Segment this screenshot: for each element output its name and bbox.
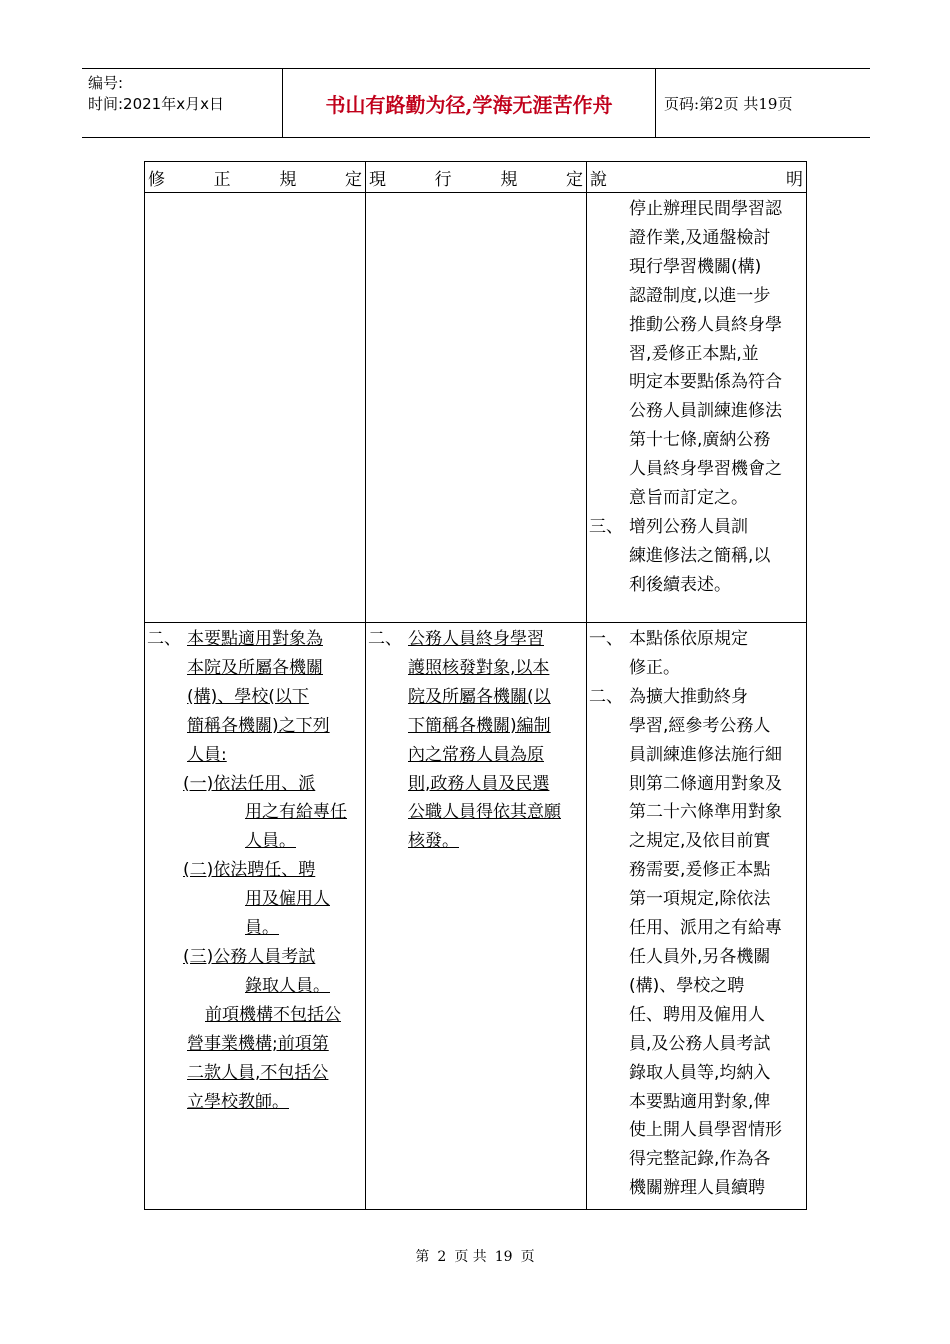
- header-meta: [88, 73, 224, 115]
- text-line: 推動公務人員終身學: [629, 314, 782, 335]
- sub-item: [147, 770, 363, 857]
- text-line: 內之常務人員為原: [408, 744, 544, 765]
- row2-notes-cell: [587, 623, 807, 1210]
- serial-label: 编号:: [88, 74, 124, 92]
- text-line: 院及所屬各機關(以: [408, 686, 551, 707]
- header-cell-notes: [587, 162, 807, 193]
- header-label: 修 正 規 定: [148, 169, 362, 190]
- text-line: 員訓練進修法施行細: [629, 744, 782, 765]
- page-footer: [0, 1246, 950, 1266]
- footer-middle: 页 共: [454, 1249, 487, 1265]
- text-line: 第十七條,廣納公務: [629, 430, 771, 451]
- text-line: 第二十六條準用對象: [629, 802, 782, 823]
- text-line: 明定本要點係為符合: [629, 372, 782, 393]
- notes-item-3: 三、 增列公務人員訓 練進修法之簡稱,以 利後續表述。: [589, 513, 804, 600]
- text-line: 現行學習機關(構): [629, 256, 762, 277]
- text-line: 得完整記錄,作為各: [629, 1149, 771, 1170]
- header-page-info: 页码:第2页 共19页: [664, 94, 793, 113]
- text-line: 學習,經參考公務人: [629, 715, 771, 736]
- sub-item-label: (一)依法任用、派: [183, 773, 316, 794]
- text-line: 錄取人員等,均納入: [629, 1062, 771, 1083]
- header-cell-current: [366, 162, 587, 193]
- table-header-row: [145, 162, 807, 193]
- text-line: 機關辦理人員續聘: [629, 1178, 765, 1199]
- row2-current-cell: [366, 623, 587, 1210]
- text-line: 本要點適用對象,俾: [629, 1091, 771, 1112]
- text-line: 任用、派用之有給專: [629, 918, 782, 939]
- text-line: 立學校教師。: [187, 1091, 289, 1112]
- header-divider: [655, 69, 656, 137]
- text-line: 本要點適用對象為: [187, 629, 323, 649]
- text-line: 停止辦理民間學習認: [629, 199, 782, 219]
- text-line: 增列公務人員訓: [629, 516, 748, 537]
- text-line: (構)、學校(以下: [187, 686, 309, 707]
- text-line: 意旨而訂定之。: [629, 488, 748, 509]
- text-line: 前項機構不包括公: [205, 1004, 341, 1025]
- text-line: 使上開人員學習情形: [629, 1120, 782, 1141]
- text-line: 人員:: [187, 744, 227, 765]
- text-line: 練進修法之簡稱,以: [629, 545, 771, 566]
- text-line: 簡稱各機關)之下列: [187, 715, 330, 736]
- text-line: 人員終身學習機會之: [629, 459, 782, 480]
- text-line: 習,爰修正本點,並: [629, 343, 759, 364]
- row2-amended-cell: [145, 623, 366, 1210]
- text-line: 護照核發對象,以本: [408, 657, 550, 678]
- text-line: 則,政務人員及民選: [408, 773, 550, 794]
- sub-item-cont: 錄取人員。: [245, 975, 330, 996]
- text-line: 二款人員,不包括公: [187, 1062, 329, 1083]
- text-line: 營事業機構;前項第: [187, 1033, 329, 1054]
- notes-item: [589, 625, 804, 683]
- text-line: 核發。: [408, 831, 459, 852]
- header-label: 現 行 規 定: [369, 169, 583, 190]
- text-line: 公務人員終身學習: [408, 629, 544, 649]
- text-line: 為擴大推動終身: [629, 686, 748, 707]
- footer-suffix: 页: [520, 1249, 535, 1265]
- sub-item-label: (三)公務人員考試: [183, 946, 316, 967]
- text-line: 本點係依原規定: [629, 629, 748, 649]
- notes-item-num: 一、: [589, 629, 623, 649]
- text-line: 下簡稱各機關)編制: [408, 715, 551, 736]
- footer-total-pages: 19: [494, 1249, 513, 1265]
- sub-item-label: (二)依法聘任、聘: [183, 860, 316, 881]
- notes-item-text: [629, 683, 804, 1203]
- footer-current-page: 2: [437, 1249, 447, 1265]
- text-line: 認證制度,以進一步: [629, 285, 771, 306]
- sub-item-cont: 用之有給專任: [245, 802, 347, 823]
- text-line: 任人員外,另各機關: [629, 946, 771, 967]
- notes-item-text: [629, 625, 804, 683]
- header-motto: 书山有路勤为径,学海无涯苦作舟: [325, 92, 613, 117]
- text-line: 證作業,及通盤檢討: [629, 227, 771, 248]
- text-line: 公職人員得依其意願: [408, 802, 561, 823]
- text-line: 第一項規定,除依法: [629, 889, 771, 910]
- row1-amended-cell: [145, 193, 366, 623]
- text-line: (構)、學校之聘: [629, 975, 745, 996]
- header-label: 說 明: [590, 169, 803, 190]
- sub-item-cont: 用及僱用人: [245, 889, 330, 910]
- text-line: 務需要,爰修正本點: [629, 860, 771, 881]
- footer-prefix: 第: [415, 1249, 430, 1265]
- header-cell-amended: [145, 162, 366, 193]
- sub-item-cont: 人員。: [245, 831, 296, 852]
- text-line: 利後續表述。: [629, 574, 731, 595]
- amended-item-2: 二、 本要點適用對象為 本院及所屬各機關 (構)、學校(以下 簡稱各機關)之下列 人員:: [147, 625, 363, 770]
- table-row: [145, 193, 807, 623]
- notes-item-num: 二、: [589, 686, 623, 707]
- page-header: [82, 68, 870, 138]
- table-row: [145, 623, 807, 1210]
- comparison-table: [144, 161, 807, 1210]
- sub-item: [147, 856, 363, 943]
- notes-item: [589, 683, 804, 1203]
- time-label: 时间:2021年x月x日: [88, 95, 224, 113]
- text-line: 任、聘用及僱用人: [629, 1004, 765, 1025]
- row1-notes-cell: [587, 193, 807, 623]
- sub-item: [147, 943, 363, 1001]
- current-item-2: 二、 公務人員終身學習 護照核發對象,以本 院及所屬各機關(以 下簡稱各機關)編制 內之常務人員為原 則,政務人員及民選 公職人員得依其意願 核發。: [368, 625, 584, 856]
- text-line: 則第二條適用對象及: [629, 773, 782, 794]
- text-line: 之規定,及依目前實: [629, 831, 771, 852]
- text-line: 本院及所屬各機關: [187, 657, 323, 678]
- sub-item-cont: 員。: [245, 918, 279, 939]
- text-line: 修正。: [629, 657, 680, 678]
- text-line: 員,及公務人員考試: [629, 1033, 771, 1054]
- row1-current-cell: [366, 193, 587, 623]
- text-line: 公務人員訓練進修法: [629, 401, 782, 422]
